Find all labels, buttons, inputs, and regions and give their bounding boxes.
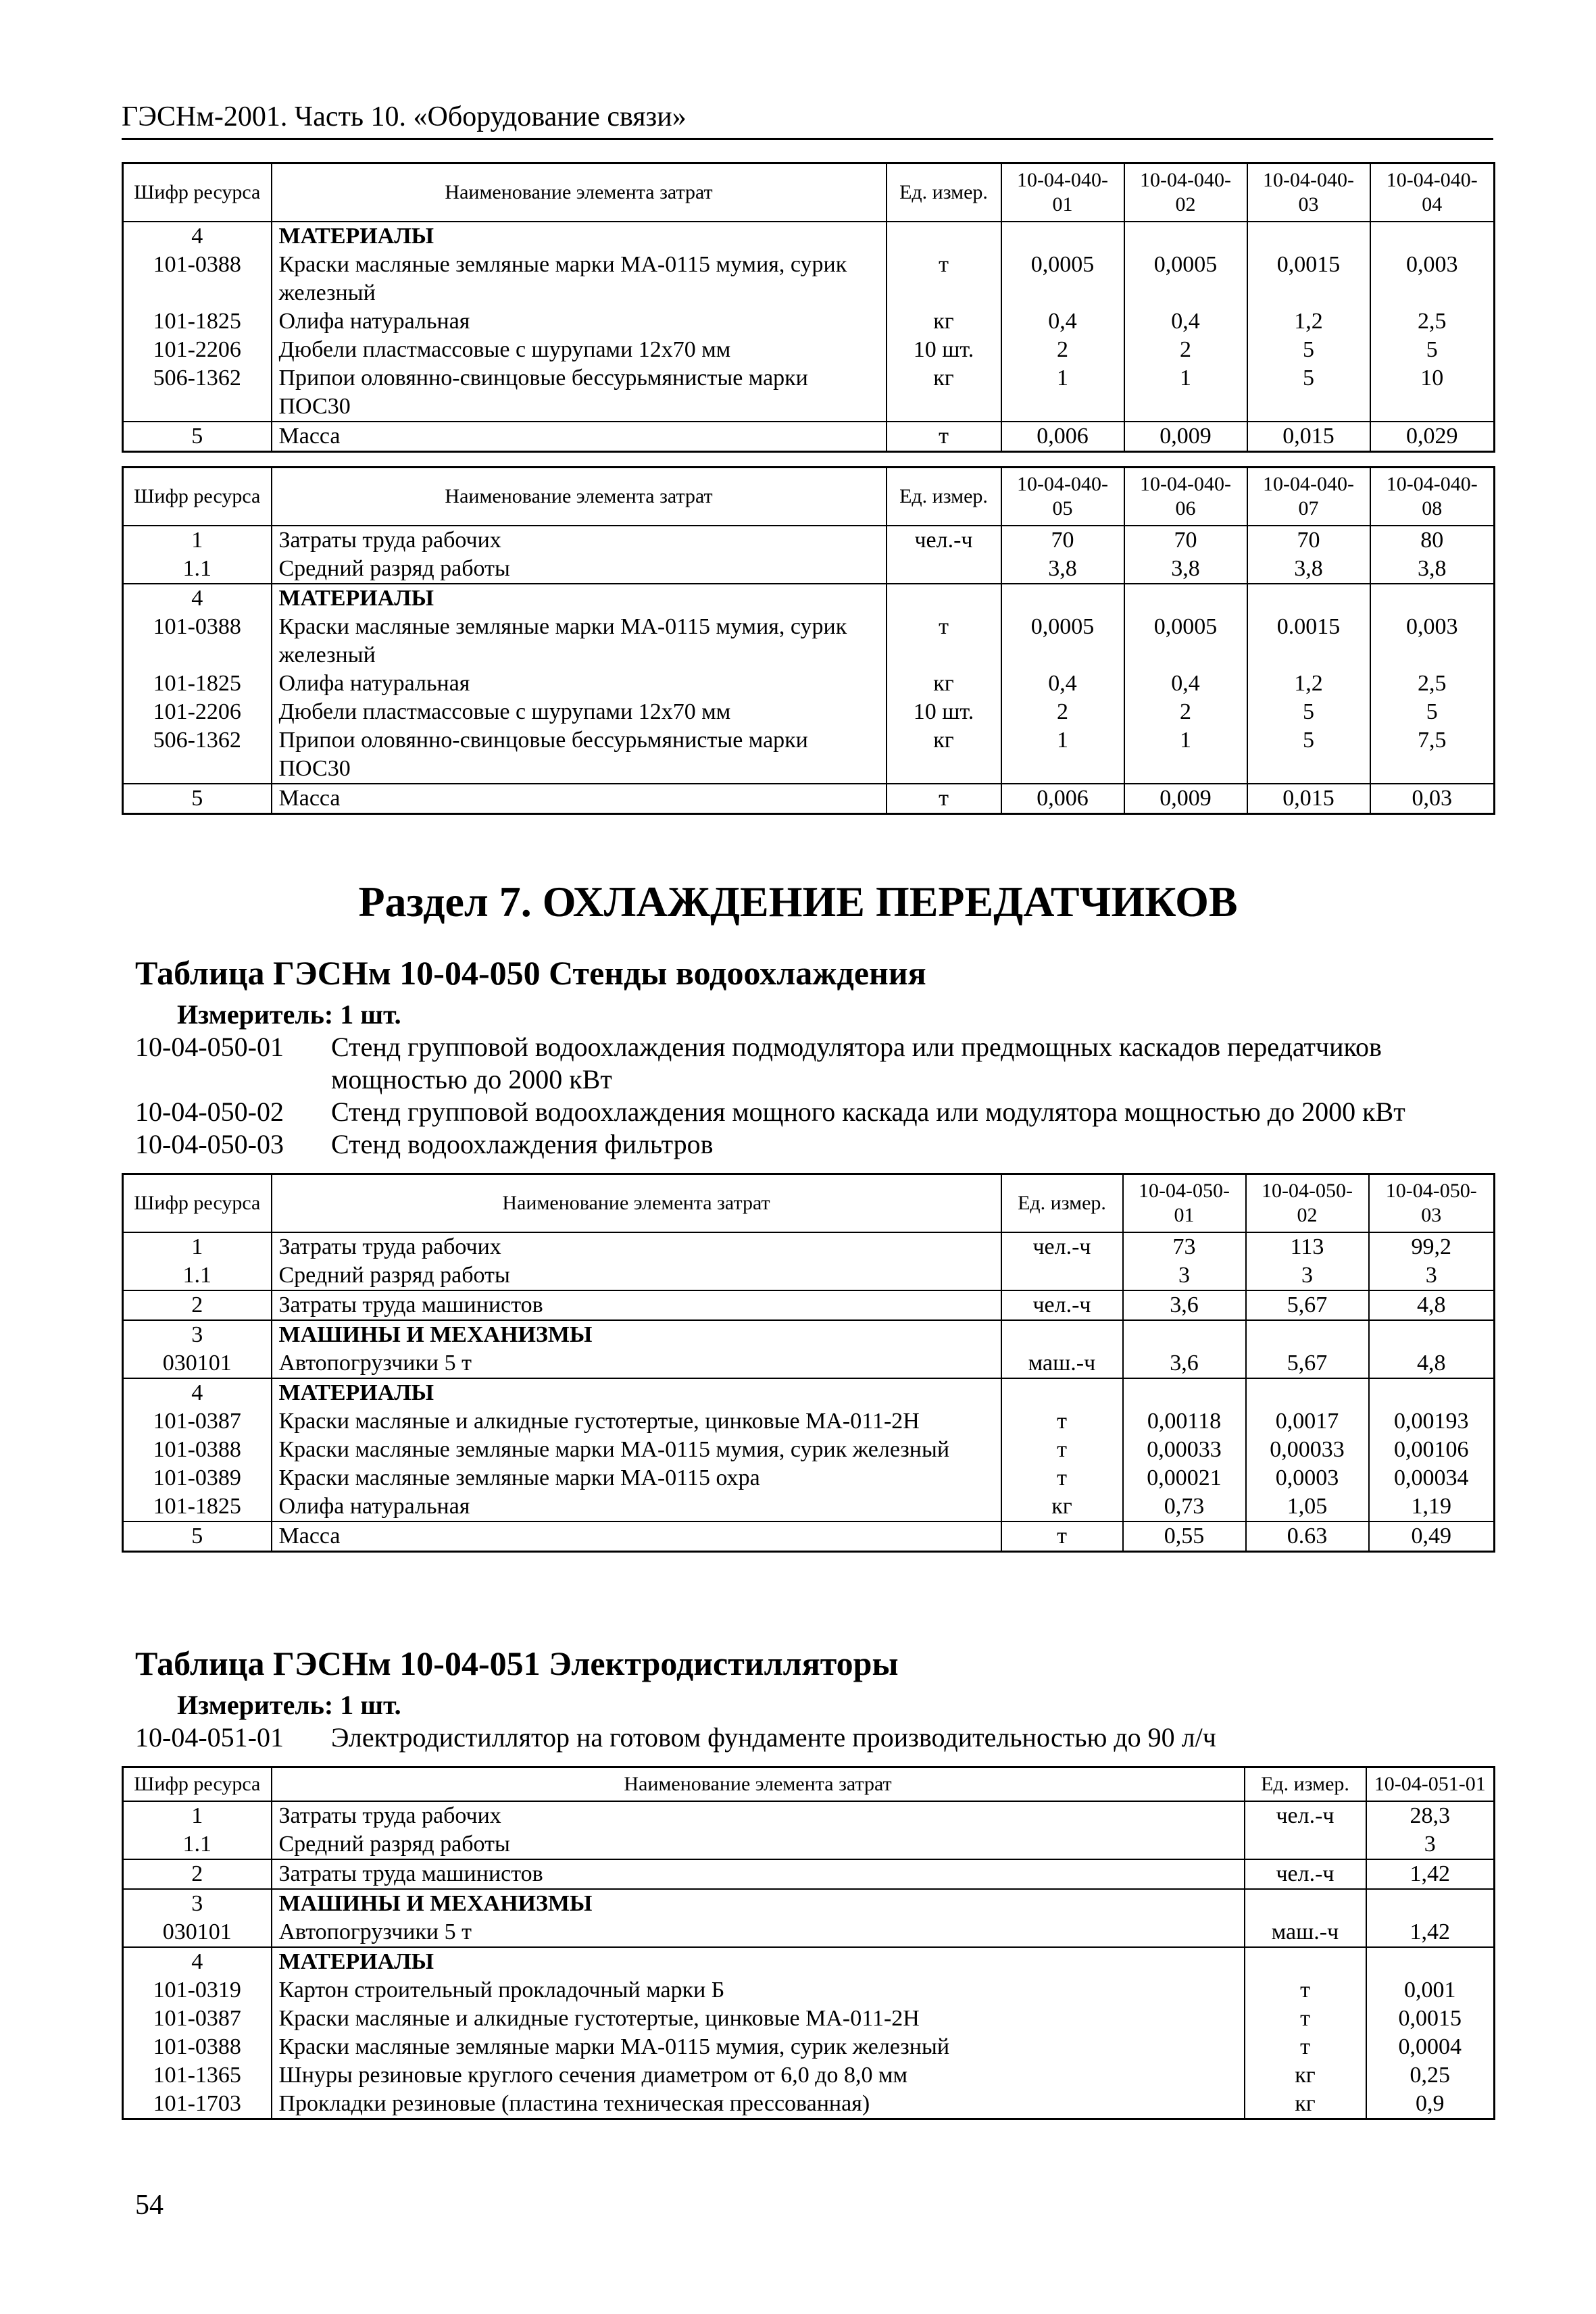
table-title-051: Таблица ГЭСНм 10-04-051 Электродистилляторы [135, 1644, 899, 1682]
header-norm-code: 10-04-050-02 [1246, 1174, 1369, 1233]
table-row [123, 1261, 1495, 1290]
table-row [123, 2005, 1495, 2033]
cost-element-name: Масса [272, 784, 887, 814]
norm-value [1123, 1378, 1246, 1407]
header-norm-code: 10-04-040-06 [1124, 468, 1247, 526]
resource-code: 1.1 [123, 1830, 272, 1859]
resource-code: 101-0387 [123, 2005, 272, 2033]
resource-code: 506-1362 [123, 726, 272, 784]
cost-element-name: Прокладки резиновые (пластина техническая прессованная) [272, 2090, 1245, 2119]
cost-element-name: Картон строительный прокладочный марки Б [272, 1976, 1245, 2005]
norm-value: 0,009 [1124, 784, 1247, 814]
variant-description: Стенд водоохлаждения фильтров [331, 1129, 714, 1159]
norm-value [1246, 1320, 1369, 1349]
table-row [123, 1521, 1495, 1552]
cost-element-name: Автопогрузчики 5 т [272, 1918, 1245, 1947]
resource-code: 4 [123, 222, 272, 251]
resource-code: 1 [123, 1232, 272, 1261]
unit-of-measure: кг [1245, 2090, 1366, 2119]
section-title: Раздел 7. ОХЛАЖДЕНИЕ ПЕРЕДАТЧИКОВ [358, 878, 1238, 926]
norm-value: 5 [1370, 336, 1495, 364]
unit-of-measure: т [1001, 1464, 1123, 1492]
norm-value: 0,00021 [1123, 1464, 1246, 1492]
unit-of-measure: т [1245, 2005, 1366, 2033]
unit-of-measure: т [887, 613, 1001, 670]
norm-value: 0,006 [1001, 784, 1124, 814]
cost-element-name: Припои оловянно-свинцовые бессурьмянистые марки ПОС30 [272, 726, 887, 784]
norm-value: 1,42 [1366, 1918, 1495, 1947]
cost-element-name: Масса [272, 1521, 1001, 1552]
table-row [123, 1232, 1495, 1261]
norm-value: 0,006 [1001, 422, 1124, 452]
norm-value: 0,029 [1370, 422, 1495, 452]
norm-value: 28,3 [1366, 1801, 1495, 1830]
cost-element-name: Краски масляные земляные марки МА-0115 мумия, сурик железный [272, 613, 887, 670]
unit-of-measure: кг [887, 307, 1001, 336]
variant-code: 10-04-051-01 [135, 1722, 284, 1753]
norm-value: 0,00118 [1123, 1407, 1246, 1436]
norm-value: 5 [1247, 726, 1370, 784]
table-row [123, 1378, 1495, 1407]
table-row [123, 1320, 1495, 1349]
unit-of-measure: чел.-ч [1245, 1859, 1366, 1889]
norm-value: 0,003 [1370, 613, 1495, 670]
unit-of-measure: маш.-ч [1245, 1918, 1366, 1947]
header-norm-code: 10-04-040-05 [1001, 468, 1124, 526]
variant-description: Электродистиллятор на готовом фундаменте производительностью до 90 л/ч [331, 1722, 1216, 1753]
header-norm-code: 10-04-040-03 [1247, 164, 1370, 222]
header-norm-code: 10-04-050-01 [1123, 1174, 1246, 1233]
unit-of-measure: маш.-ч [1001, 1349, 1123, 1378]
variant-description: Стенд групповой водоохлаждения мощного каскада или модулятора мощностью до 2000 кВт [331, 1097, 1405, 1127]
table-row [123, 1947, 1495, 1976]
norm-value: 0,73 [1123, 1492, 1246, 1521]
cost-table-051 [122, 1766, 1495, 2120]
norm-value: 0,25 [1366, 2061, 1495, 2090]
cost-element-name: Краски масляные и алкидные густотертые, цинковые МА-011-2Н [272, 2005, 1245, 2033]
cost-element-name: Средний разряд работы [272, 1261, 1001, 1290]
resource-code: 101-0389 [123, 1464, 272, 1492]
norm-value: 0,55 [1123, 1521, 1246, 1552]
resource-code: 4 [123, 584, 272, 613]
header-norm-code: 10-04-040-04 [1370, 164, 1495, 222]
norm-value: 3,8 [1370, 555, 1495, 584]
table-row [123, 364, 1495, 422]
meter-050: Измеритель: 1 шт. [177, 999, 401, 1030]
norm-value: 1,05 [1246, 1492, 1369, 1521]
norm-value: 0,4 [1124, 670, 1247, 698]
table-row [123, 670, 1495, 698]
norm-value: 2 [1124, 336, 1247, 364]
cost-element-name: Олифа натуральная [272, 307, 887, 336]
unit-of-measure: чел.-ч [1245, 1801, 1366, 1830]
resource-code: 5 [123, 422, 272, 452]
norm-value: 3,8 [1247, 555, 1370, 584]
unit-of-measure [887, 222, 1001, 251]
resource-code: 2 [123, 1859, 272, 1889]
norm-value: 4,8 [1369, 1349, 1495, 1378]
resource-code: 4 [123, 1947, 272, 1976]
resource-code: 3 [123, 1889, 272, 1918]
header-norm-code: 10-04-051-01 [1366, 1767, 1495, 1802]
table-row [123, 1290, 1495, 1320]
norm-value: 2 [1001, 336, 1124, 364]
cost-table-040-05-08 [122, 466, 1495, 815]
norm-value: 1,2 [1247, 670, 1370, 698]
unit-of-measure [1245, 1889, 1366, 1918]
table-row [123, 1464, 1495, 1492]
page-number: 54 [135, 2190, 164, 2221]
cost-table-040-01-04 [122, 162, 1495, 453]
table-row [123, 1859, 1495, 1889]
resource-code: 101-0387 [123, 1407, 272, 1436]
unit-of-measure [1245, 1830, 1366, 1859]
norm-value: 1,19 [1369, 1492, 1495, 1521]
norm-value: 0,009 [1124, 422, 1247, 452]
table-row [123, 1918, 1495, 1947]
resource-code: 5 [123, 1521, 272, 1552]
unit-of-measure [887, 555, 1001, 584]
table-row [123, 222, 1495, 251]
cost-element-name: МАТЕРИАЛЫ [272, 1947, 1245, 1976]
norm-value [1366, 1947, 1495, 1976]
table-row [123, 526, 1495, 555]
meter-051: Измеритель: 1 шт. [177, 1690, 401, 1720]
unit-of-measure: чел.-ч [1001, 1290, 1123, 1320]
norm-value: 0,0005 [1001, 613, 1124, 670]
unit-of-measure: т [1245, 2033, 1366, 2061]
unit-of-measure: кг [1001, 1492, 1123, 1521]
cost-element-name: Затраты труда машинистов [272, 1290, 1001, 1320]
unit-of-measure: т [1001, 1407, 1123, 1436]
norm-value: 0,9 [1366, 2090, 1495, 2119]
unit-of-measure: 10 шт. [887, 336, 1001, 364]
norm-value: 70 [1001, 526, 1124, 555]
table-row [123, 1349, 1495, 1378]
table-row [123, 1492, 1495, 1521]
norm-value [1123, 1320, 1246, 1349]
norm-value: 0.63 [1246, 1521, 1369, 1552]
norm-value [1247, 584, 1370, 613]
resource-code: 101-0388 [123, 2033, 272, 2061]
norm-value: 0,00106 [1369, 1436, 1495, 1464]
norm-value: 1,42 [1366, 1859, 1495, 1889]
header-norm-code: 10-04-040-01 [1001, 164, 1124, 222]
norm-value: 3 [1369, 1261, 1495, 1290]
table-header-row [123, 468, 1495, 526]
resource-code: 101-1825 [123, 307, 272, 336]
resource-code: 3 [123, 1320, 272, 1349]
page-header: ГЭСНм-2001. Часть 10. «Оборудование связи» [122, 100, 1493, 140]
resource-code: 5 [123, 784, 272, 814]
cost-element-name: Затраты труда машинистов [272, 1859, 1245, 1889]
norm-value: 5,67 [1246, 1349, 1369, 1378]
norm-value: 70 [1247, 526, 1370, 555]
norm-value: 3 [1366, 1830, 1495, 1859]
norm-value [1366, 1889, 1495, 1918]
norm-value: 0,0017 [1246, 1407, 1369, 1436]
norm-value: 99,2 [1369, 1232, 1495, 1261]
resource-code: 101-1825 [123, 1492, 272, 1521]
header-name: Наименование элемента затрат [272, 164, 887, 222]
table-row [123, 1976, 1495, 2005]
norm-value: 0,00033 [1246, 1436, 1369, 1464]
table-header-row [123, 1767, 1495, 1802]
norm-value: 3,6 [1123, 1349, 1246, 1378]
cost-element-name: Олифа натуральная [272, 670, 887, 698]
header-unit: Ед. измер. [1001, 1174, 1123, 1233]
cost-element-name: МАТЕРИАЛЫ [272, 584, 887, 613]
norm-value: 0,0015 [1366, 2005, 1495, 2033]
resource-code: 4 [123, 1378, 272, 1407]
table-row [123, 307, 1495, 336]
cost-element-name: Средний разряд работы [272, 1830, 1245, 1859]
norm-value: 0,0005 [1124, 251, 1247, 307]
cost-element-name: Краски масляные земляные марки МА-0115 охра [272, 1464, 1001, 1492]
resource-code: 101-1365 [123, 2061, 272, 2090]
unit-of-measure: т [1001, 1521, 1123, 1552]
cost-element-name: Масса [272, 422, 887, 452]
norm-value [1369, 1378, 1495, 1407]
resource-code: 101-0388 [123, 613, 272, 670]
norm-value: 2,5 [1370, 670, 1495, 698]
header-code: Шифр ресурса [123, 1174, 272, 1233]
norm-value: 5 [1370, 698, 1495, 726]
header-norm-code: 10-04-040-02 [1124, 164, 1247, 222]
cost-element-name: МАТЕРИАЛЫ [272, 1378, 1001, 1407]
norm-value: 7,5 [1370, 726, 1495, 784]
cost-element-name: Дюбели пластмассовые с шурупами 12x70 мм [272, 336, 887, 364]
norm-value: 0,003 [1370, 251, 1495, 307]
header-unit: Ед. измер. [887, 164, 1001, 222]
table-row [123, 336, 1495, 364]
norm-value: 0,0004 [1366, 2033, 1495, 2061]
table-row [123, 2061, 1495, 2090]
header-name: Наименование элемента затрат [272, 1767, 1245, 1802]
resource-code: 101-1825 [123, 670, 272, 698]
unit-of-measure: т [887, 784, 1001, 814]
table-row [123, 2033, 1495, 2061]
cost-table-050 [122, 1173, 1495, 1553]
norm-value: 0,015 [1247, 422, 1370, 452]
unit-of-measure: кг [887, 670, 1001, 698]
norm-value: 1 [1001, 726, 1124, 784]
cost-element-name: Краски масляные и алкидные густотертые, цинковые МА-011-2Н [272, 1407, 1001, 1436]
norm-value: 5 [1247, 698, 1370, 726]
norm-value: 5 [1247, 336, 1370, 364]
resource-code: 1 [123, 526, 272, 555]
norm-value: 73 [1123, 1232, 1246, 1261]
unit-of-measure: кг [1245, 2061, 1366, 2090]
norm-value: 3,8 [1124, 555, 1247, 584]
table-row [123, 251, 1495, 307]
cost-element-name: Дюбели пластмассовые с шурупами 12x70 мм [272, 698, 887, 726]
table-header-row [123, 164, 1495, 222]
cost-element-name: МАШИНЫ И МЕХАНИЗМЫ [272, 1320, 1001, 1349]
norm-value [1124, 222, 1247, 251]
cost-element-name: Олифа натуральная [272, 1492, 1001, 1521]
unit-of-measure [1001, 1320, 1123, 1349]
resource-code: 1.1 [123, 555, 272, 584]
resource-code: 1 [123, 1801, 272, 1830]
norm-value: 80 [1370, 526, 1495, 555]
norm-value: 2,5 [1370, 307, 1495, 336]
norm-value: 0,0005 [1001, 251, 1124, 307]
header-code: Шифр ресурса [123, 1767, 272, 1802]
norm-value [1369, 1320, 1495, 1349]
unit-of-measure: кг [887, 726, 1001, 784]
norm-value: 1 [1124, 726, 1247, 784]
table-row [123, 698, 1495, 726]
norm-value [1001, 584, 1124, 613]
norm-value: 0,015 [1247, 784, 1370, 814]
variant-description: Стенд групповой водоохлаждения подмодулятора или предмощных каскадов передатчиков мощностью до 2000 кВт [331, 1032, 1382, 1095]
norm-value [1370, 584, 1495, 613]
unit-of-measure: т [887, 251, 1001, 307]
table-row [123, 1436, 1495, 1464]
norm-value: 0.0015 [1247, 613, 1370, 670]
norm-value [1246, 1378, 1369, 1407]
cost-element-name: Краски масляные земляные марки МА-0115 мумия, сурик железный [272, 2033, 1245, 2061]
header-code: Шифр ресурса [123, 468, 272, 526]
norm-value: 1,2 [1247, 307, 1370, 336]
table-row [123, 613, 1495, 670]
norm-value [1001, 222, 1124, 251]
header-unit: Ед. измер. [887, 468, 1001, 526]
norm-value: 3 [1246, 1261, 1369, 1290]
unit-of-measure: т [1001, 1436, 1123, 1464]
table-row [123, 2090, 1495, 2119]
cost-element-name: Автопогрузчики 5 т [272, 1349, 1001, 1378]
resource-code: 101-0319 [123, 1976, 272, 2005]
norm-value: 1 [1001, 364, 1124, 422]
table-row [123, 726, 1495, 784]
norm-value: 0,0003 [1246, 1464, 1369, 1492]
unit-of-measure: чел.-ч [1001, 1232, 1123, 1261]
cost-element-name: Шнуры резиновые круглого сечения диаметром от 6,0 до 8,0 мм [272, 2061, 1245, 2090]
table-title-050: Таблица ГЭСНм 10-04-050 Стенды водоохлаждения [135, 954, 926, 992]
table-row [123, 1830, 1495, 1859]
header-code: Шифр ресурса [123, 164, 272, 222]
norm-value: 10 [1370, 364, 1495, 422]
unit-of-measure: чел.-ч [887, 526, 1001, 555]
norm-value [1247, 222, 1370, 251]
cost-element-name: Средний разряд работы [272, 555, 887, 584]
norm-value: 2 [1001, 698, 1124, 726]
resource-code: 1.1 [123, 1261, 272, 1290]
cost-element-name: Припои оловянно-свинцовые бессурьмянистые марки ПОС30 [272, 364, 887, 422]
header-norm-code: 10-04-040-07 [1247, 468, 1370, 526]
unit-of-measure [1001, 1378, 1123, 1407]
norm-value: 2 [1124, 698, 1247, 726]
unit-of-measure [1245, 1947, 1366, 1976]
unit-of-measure: т [887, 422, 1001, 452]
norm-value: 0,00193 [1369, 1407, 1495, 1436]
resource-code: 101-2206 [123, 336, 272, 364]
resource-code: 101-0388 [123, 1436, 272, 1464]
unit-of-measure [1001, 1261, 1123, 1290]
resource-code: 506-1362 [123, 364, 272, 422]
header-norm-code: 10-04-050-03 [1369, 1174, 1495, 1233]
table-row [123, 1407, 1495, 1436]
table-row [123, 1889, 1495, 1918]
table-row [123, 584, 1495, 613]
variant-code: 10-04-050-03 [135, 1129, 284, 1159]
norm-value: 0,0015 [1247, 251, 1370, 307]
norm-value: 5,67 [1246, 1290, 1369, 1320]
norm-value [1124, 584, 1247, 613]
header-unit: Ед. измер. [1245, 1767, 1366, 1802]
variant-code: 10-04-050-01 [135, 1032, 284, 1062]
norm-value: 0,4 [1001, 670, 1124, 698]
norm-value: 3,6 [1123, 1290, 1246, 1320]
header-name: Наименование элемента затрат [272, 468, 887, 526]
variant-code: 10-04-050-02 [135, 1097, 284, 1127]
header-norm-code: 10-04-040-08 [1370, 468, 1495, 526]
resource-code: 101-1703 [123, 2090, 272, 2119]
cost-element-name: Краски масляные земляные марки МА-0115 мумия, сурик железный [272, 1436, 1001, 1464]
norm-value: 1 [1124, 364, 1247, 422]
norm-value: 0,03 [1370, 784, 1495, 814]
unit-of-measure: т [1245, 1976, 1366, 2005]
table-row [123, 422, 1495, 452]
table-row [123, 555, 1495, 584]
resource-code: 2 [123, 1290, 272, 1320]
table-row [123, 1801, 1495, 1830]
cost-element-name: Затраты труда рабочих [272, 526, 887, 555]
cost-element-name: МАТЕРИАЛЫ [272, 222, 887, 251]
norm-value: 4,8 [1369, 1290, 1495, 1320]
resource-code: 101-2206 [123, 698, 272, 726]
resource-code: 101-0388 [123, 251, 272, 307]
cost-element-name: Затраты труда рабочих [272, 1232, 1001, 1261]
cost-element-name: Краски масляные земляные марки МА-0115 мумия, сурик железный [272, 251, 887, 307]
norm-value: 0,4 [1001, 307, 1124, 336]
cost-element-name: Затраты труда рабочих [272, 1801, 1245, 1830]
norm-value: 0,0005 [1124, 613, 1247, 670]
unit-of-measure [887, 584, 1001, 613]
resource-code: 030101 [123, 1349, 272, 1378]
cost-element-name: МАШИНЫ И МЕХАНИЗМЫ [272, 1889, 1245, 1918]
table-row [123, 784, 1495, 814]
unit-of-measure: 10 шт. [887, 698, 1001, 726]
norm-value: 5 [1247, 364, 1370, 422]
resource-code: 030101 [123, 1918, 272, 1947]
norm-value: 3,8 [1001, 555, 1124, 584]
norm-value: 70 [1124, 526, 1247, 555]
norm-value [1370, 222, 1495, 251]
norm-value: 113 [1246, 1232, 1369, 1261]
norm-value: 3 [1123, 1261, 1246, 1290]
table-header-row [123, 1174, 1495, 1233]
header-name: Наименование элемента затрат [272, 1174, 1001, 1233]
unit-of-measure: кг [887, 364, 1001, 422]
norm-value: 0,49 [1369, 1521, 1495, 1552]
norm-value: 0,001 [1366, 1976, 1495, 2005]
norm-value: 0,00033 [1123, 1436, 1246, 1464]
norm-value: 0,4 [1124, 307, 1247, 336]
norm-value: 0,00034 [1369, 1464, 1495, 1492]
